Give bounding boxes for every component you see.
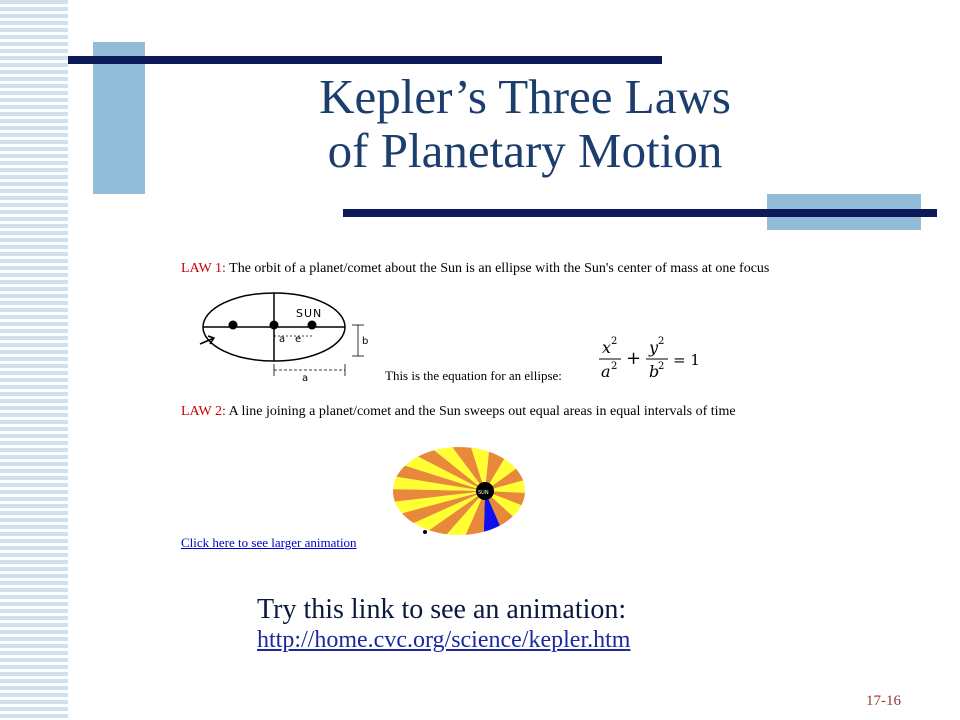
eq-b: b (649, 362, 660, 381)
law1-text (181, 261, 769, 277)
a-label: a (279, 334, 286, 345)
slide-title (240, 70, 810, 178)
b-label: b (362, 336, 369, 347)
ellipse-diagram (192, 284, 382, 384)
a-bottom-label: a (302, 373, 309, 384)
sun-label: SUN (296, 307, 323, 320)
law1-label: LAW 1: (181, 261, 226, 276)
planet-dot (423, 530, 427, 534)
eq-a: a (601, 362, 611, 381)
eq-b-exp: 2 (658, 361, 665, 372)
law2-description: A line joining a planet/comet and the Sun sweeps out equal areas in equal intervals of time (225, 404, 736, 419)
eq-equals: = 1 (673, 351, 700, 369)
law1-description: The orbit of a planet/comet about the Sun is an ellipse with the Sun's center of mass at one focus (225, 261, 770, 276)
eq-x-exp: 2 (611, 336, 618, 347)
left-focus-dot (229, 321, 238, 330)
title-bottom-rule (343, 209, 937, 217)
e-label: e (295, 334, 302, 345)
title-line-1: Kepler’s Three Laws (319, 69, 731, 124)
try-link-text: Try this link to see an animation: (257, 594, 627, 625)
kepler-url-link[interactable]: http://home.cvc.org/science/kepler.htm (257, 627, 631, 653)
eq-y-exp: 2 (658, 336, 665, 347)
law2-text (181, 404, 736, 420)
eq-y: y (649, 338, 659, 357)
equal-areas-animation (388, 440, 528, 540)
title-accent-block-left (93, 42, 145, 194)
center-dot (270, 321, 279, 330)
eq-x: x (602, 338, 612, 357)
sun-disc-label: SUN (478, 490, 489, 496)
page-number: 17-16 (866, 693, 901, 709)
title-top-rule (68, 56, 662, 64)
larger-animation-link[interactable]: Click here to see larger animation (181, 535, 357, 550)
law2-label: LAW 2: (181, 404, 226, 419)
ellipse-equation (598, 336, 708, 384)
eq-plus: + (626, 348, 642, 369)
eq-a-exp: 2 (611, 361, 618, 372)
left-stripe-decoration (0, 0, 68, 720)
title-line-2: of Planetary Motion (327, 123, 723, 178)
ellipse-equation-label: This is the equation for an ellipse: (385, 368, 562, 383)
sun-focus-dot (308, 321, 317, 330)
